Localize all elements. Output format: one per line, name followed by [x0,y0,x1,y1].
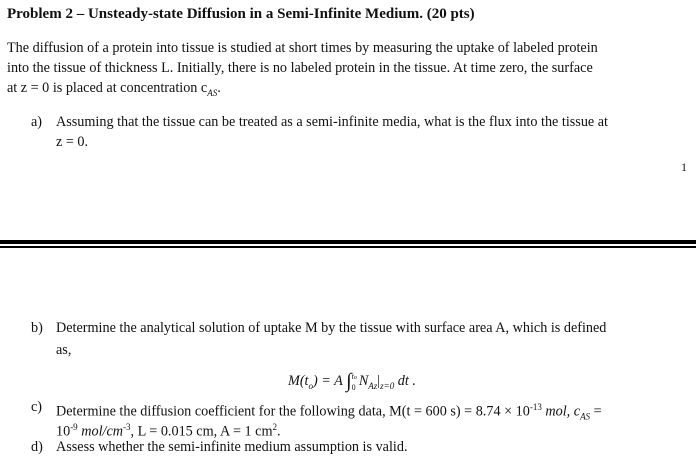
part-b-line-1: Determine the analytical solution of uptake M by the tissue with surface area A, which is defined [56,320,607,336]
part-c-line-1-end: mol, c [541,403,581,420]
part-c-exp-1: -13 [529,402,542,412]
eq-integrand-sub: Az [368,380,378,391]
eq-bar-sub: z=0 [380,380,395,391]
eq-lhs-sub: o [308,380,313,391]
part-b-line-2: as, [56,342,72,358]
page-number: 1 [681,160,687,174]
part-c-line-2-end: . [277,423,281,440]
part-c-sub-1: AS [580,411,591,422]
part-c-exp-2: -9 [70,422,78,432]
part-c-line-1-text: Determine the diffusion coefficient for the following data, M(t = 600 s) = 8.74 × 10 [56,403,530,420]
part-d-line-1: Assess whether the semi-infinite medium assumption is valid. [56,439,408,455]
integral-sign: ∫ [346,370,352,392]
part-b-label: b) [31,320,43,336]
part-d-label: d) [31,439,43,455]
uptake-equation [288,368,416,392]
part-c-line-2-start: 10 [56,423,71,440]
intro-end: . [217,80,221,96]
problem-title: Problem 2 – Unsteady-state Diffusion in a Semi-Infinite Medium. (20 pts) [7,6,475,22]
part-c-label: c) [31,399,43,415]
eq-upper-sub: o [353,374,357,381]
part-c-line-1-tail: = [590,403,602,420]
part-a-label: a) [31,114,43,130]
eq-lhs-end: ) = A [313,373,343,389]
integral-lower: 0 [351,382,356,392]
integral-upper [352,372,357,383]
part-c-exp-4: 2 [272,422,277,432]
intro-line-3 [7,78,221,103]
intro-line-1: The diffusion of a protein into tissue is studied at short times by measuring the uptake of labeled protein [7,40,598,56]
page-divider-thin [0,246,696,248]
eq-upper: t [351,371,354,381]
intro-line-3-text: at z = 0 is placed at concentration c [7,80,208,96]
eq-integrand: N [358,373,369,389]
part-c-exp-3: -3 [123,422,131,432]
eq-bar: | [377,373,381,389]
part-c-line-2-mid2: , L = 0.015 cm, A = 1 cm [130,423,273,440]
eq-lhs: M(t [288,373,309,389]
intro-line-2: into the tissue of thickness L. Initially, there is no labeled protein in the tissue. At time zero, the surface [7,60,593,76]
part-a-line-2: z = 0. [56,134,89,150]
intro-subscript: AS [207,87,218,98]
eq-tail: dt . [397,373,416,389]
part-c-line-2-mid: mol/cm [77,423,124,440]
part-a-line-1: Assuming that the tissue can be treated as a semi-infinite media, what is the flux into the tissue at [56,114,608,130]
page-divider-thick [0,240,696,244]
